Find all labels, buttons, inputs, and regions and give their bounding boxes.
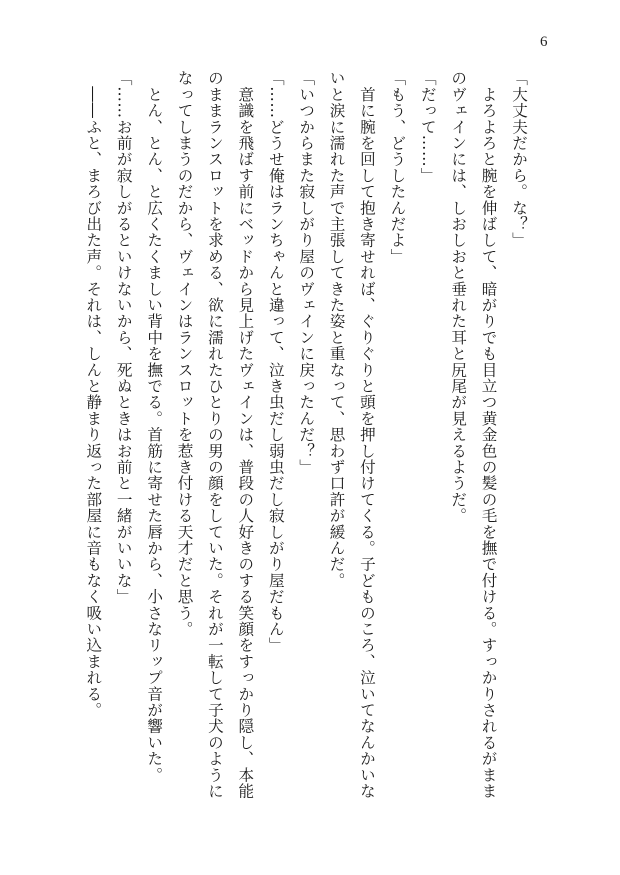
text-line: 「もう、どうしたんだよ」 <box>388 70 407 265</box>
text-line: 「……お前が寂しがるといけないから、死ぬときはお前と一緒がいいな」 <box>114 70 133 605</box>
text-line: 首に腕を回して抱き寄せれば、ぐりぐりと頭を押し付けてくる。子どものころ、泣いてなんかいな <box>357 70 376 799</box>
text-line: 「だって……」 <box>418 70 437 184</box>
text-line: のヴェインには、しおしおと垂れた耳と尻尾が見えるようだ。 <box>449 70 468 524</box>
vertical-text-body <box>78 70 534 799</box>
text-line: とん、とん、と広くたくましい背中を撫でる。首筋に寄せた唇から、小さなリップ音が響いた。 <box>145 70 164 783</box>
page-number: 6 <box>540 34 548 50</box>
text-line: ――ふと、まろび出た声。それは、しんと静まり返った部屋に音もなく吸い込まれる。 <box>84 70 103 718</box>
text-line: よろよろと腕を伸ばして、暗がりでも目立つ黄金色の髪の毛を撫で付ける。すっかりされるがまま <box>479 70 498 799</box>
text-line: いと涙に濡れた声で主張してきた姿と重なって、思わず口許が緩んだ。 <box>327 70 346 589</box>
text-line: 意識を飛ばす前にベッドから見上げたヴェインは、普段の人好きのする笑顔をすっかり隠し、本能 <box>236 70 255 799</box>
text-line: 「いつからまた寂しがり屋のヴェインに戻ったんだ？」 <box>297 70 316 475</box>
text-line: 「……どうせ俺はランちゃんと違って、泣き虫だし弱虫だし寂しがり屋だもん」 <box>266 70 285 654</box>
text-line: のままランスロットを求める、欲に濡れたひとりの男の顔をしていた。それが一転して子犬のように <box>205 70 224 799</box>
text-line: 「大丈夫だから。な？」 <box>510 70 528 249</box>
text-line: なってしまうのだから、ヴェインはランスロットを惹き付ける天才だと思う。 <box>175 70 194 637</box>
